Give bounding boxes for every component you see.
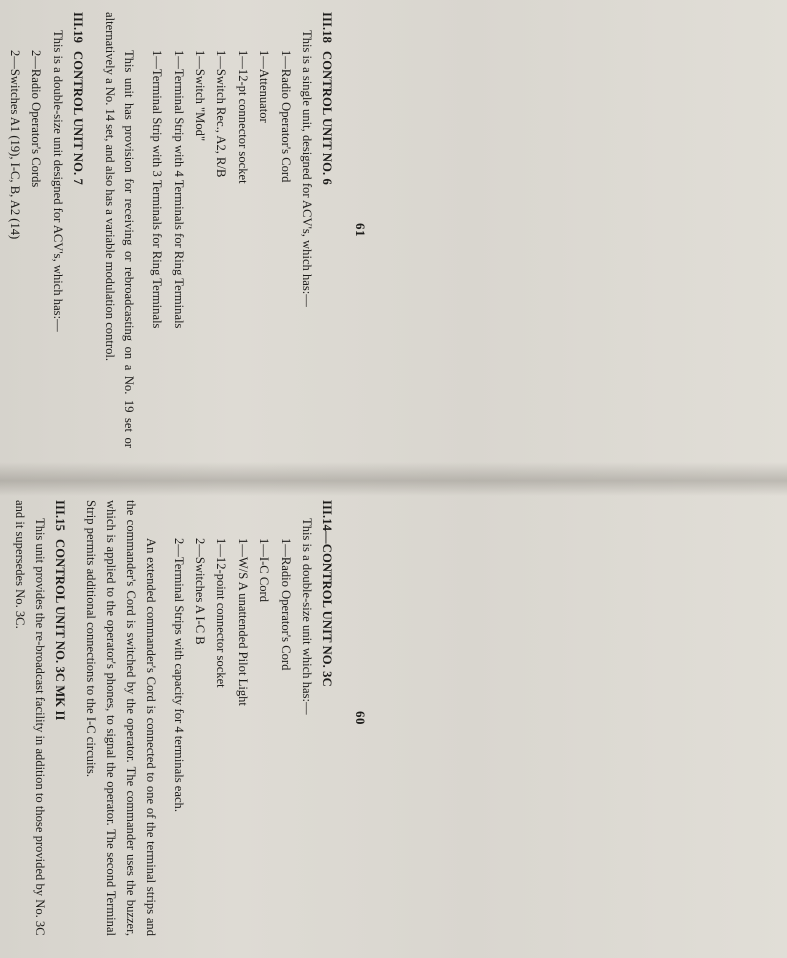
section-number: III.15 bbox=[52, 500, 67, 532]
list-item: 1—Terminal Strip with 3 Terminals for Ring Terminals bbox=[149, 50, 164, 329]
list-item: 2—Switches A I-C B bbox=[192, 538, 207, 645]
section-paragraph: An extended commander's Cord is connected to one of the terminal strips and the commander's Cord is switched by the operator. The commander uses the buzzer, which is applied to the operator's phones, to signal the operator. The second Terminal Strip permits additional connections to the I-C circuits. bbox=[83, 500, 158, 936]
page-60 bbox=[0, 488, 394, 946]
section-title: CONTROL UNIT NO. 6 bbox=[319, 51, 334, 185]
section-intro: This is a single unit, designed for ACV's, which has:— bbox=[299, 30, 314, 307]
list-item: 2—Switches A1 (19), I-C, B, A2 (14) bbox=[7, 50, 22, 240]
list-item: 1—12-pt connector socket bbox=[235, 50, 250, 184]
section-heading-iii-15 bbox=[48, 500, 68, 936]
section-heading-iii-18 bbox=[316, 12, 336, 448]
section-title: CONTROL UNIT NO. 3C bbox=[319, 543, 334, 687]
section-number: III.19 bbox=[70, 12, 85, 44]
section-number: III.18 bbox=[319, 12, 334, 44]
list-item: 1—Radio Operator's Cord bbox=[278, 538, 293, 671]
section-heading-iii-14 bbox=[316, 500, 336, 936]
section-title: CONTROL UNIT NO. 7 bbox=[70, 51, 85, 185]
section-intro: This unit provides the re-broadcast facility in addition to those provided by No. 3C and it supersedes No. 3C. bbox=[12, 500, 47, 936]
list-item bbox=[0, 50, 2, 448]
item-list bbox=[146, 12, 294, 448]
section-number: III.14— bbox=[319, 500, 334, 544]
section-intro: This is a double-size unit designed for ACV's, which has:— bbox=[50, 30, 65, 332]
list-item: 1—Switch Rec., A2, R/B bbox=[213, 50, 228, 178]
list-item: 1—Radio Operator's Cord bbox=[278, 50, 293, 183]
page-61 bbox=[0, 0, 394, 458]
section-intro: This is a double-size unit which has:— bbox=[299, 518, 314, 715]
item-list bbox=[167, 500, 294, 936]
section-heading-iii-19 bbox=[67, 12, 87, 448]
list-item: 2—Radio Operator's Cords bbox=[28, 50, 43, 188]
page-number: 60 bbox=[352, 711, 368, 725]
list-item: 1—Terminal Strip with 4 Terminals for Ring Terminals bbox=[171, 50, 186, 329]
section-title: CONTROL UNIT NO. 3C MK II bbox=[52, 539, 67, 721]
list-item: 1—Switch "Mod" bbox=[192, 50, 207, 142]
item-list bbox=[0, 12, 45, 448]
list-item: 1—Attenuator bbox=[256, 50, 271, 123]
list-item: 1—12-point connector socket bbox=[213, 538, 228, 688]
list-item: 1—W/S A unattended Pilot Light bbox=[235, 538, 250, 706]
list-item: 1—I-C Cord bbox=[256, 538, 271, 603]
section-paragraph: This unit has provision for receiving or rebroadcasting on a No. 19 set or alternatively a No. 14 set, and also has a variable modulation control. bbox=[102, 12, 136, 448]
page-number: 61 bbox=[352, 223, 368, 237]
list-item: 2—Terminal Strips with capacity for 4 terminals each. bbox=[171, 538, 186, 812]
